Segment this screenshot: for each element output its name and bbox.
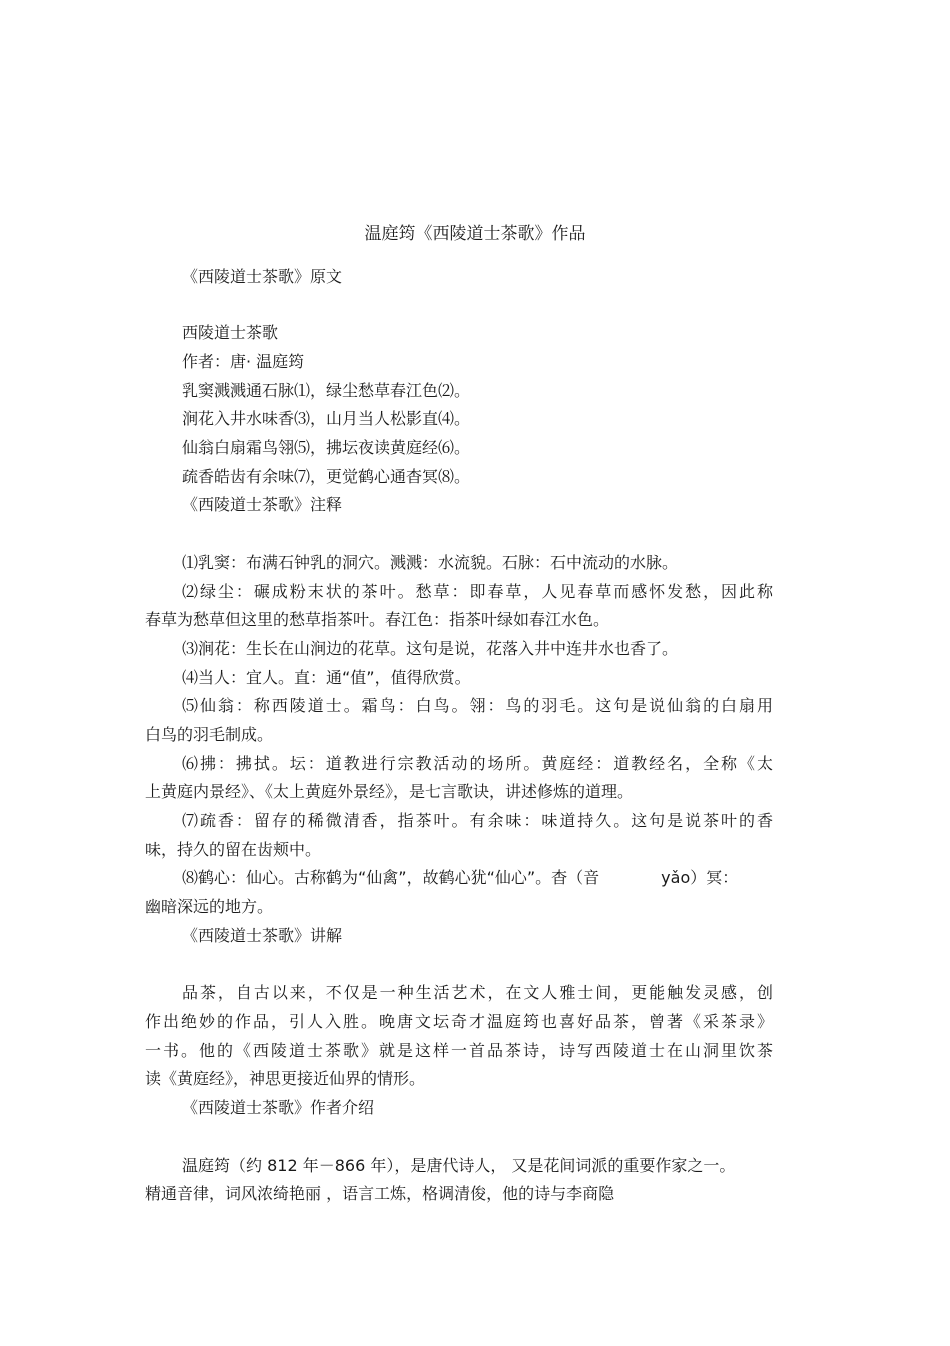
poem-line: 仙翁白扇霜鸟翎⑸，拂坛夜读黄庭经⑹。 — [182, 438, 471, 457]
poem-title: 西陵道士茶歌 — [182, 323, 279, 342]
note-line: 白鸟的羽毛制成。 — [145, 725, 274, 744]
note-line: ⑵绿尘：碾成粉末状的茶叶。愁草：即春草，人见春草而感怀发愁，因此称 — [182, 582, 773, 601]
document-title: 温庭筠《西陵道士茶歌》作品 — [364, 224, 586, 244]
note-line: ⑷当人：宜人。直：通“值”，值得欣赏。 — [182, 668, 471, 687]
note-line: ⑶涧花：生长在山涧边的花草。这句是说，花落入井中连井水也香了。 — [182, 639, 679, 658]
author-intro-line: 温庭筠（约 812 年－866 年），是唐代诗人， 又是花间词派的重要作家之一。 — [182, 1156, 736, 1175]
note-line: 幽暗深远的地方。 — [145, 897, 274, 916]
note-line: ⑺疏香：留存的稀微清香，指茶叶。有余味：味道持久。这句是说茶叶的香 — [182, 811, 773, 830]
note-line-part: ⑻鹤心：仙心。古称鹤为“仙禽”，故鹤心犹“仙心”。杳（音 — [182, 868, 600, 887]
poem-author: 作者：唐· 温庭筠 — [182, 352, 305, 371]
section-heading-notes: 《西陵道士茶歌》注释 — [182, 495, 343, 514]
section-heading-original: 《西陵道士茶歌》原文 — [182, 267, 343, 286]
note-line: 味，持久的留在齿颊中。 — [145, 840, 322, 859]
section-heading-explain: 《西陵道士茶歌》讲解 — [182, 926, 343, 945]
note-line — [182, 867, 738, 889]
explain-line: 读《黄庭经》，神思更接近仙界的情形。 — [145, 1069, 426, 1088]
note-line: ⑸仙翁：称西陵道士。霜鸟：白鸟。翎：鸟的羽毛。这句是说仙翁的白扇用 — [182, 696, 773, 715]
explain-line: 作出绝妙的作品，引人入胜。晚唐文坛奇才温庭筠也喜好品茶，曾著《采茶录》 — [145, 1012, 773, 1031]
poem-line: 乳窦溅溅通石脉⑴，绿尘愁草春江色⑵。 — [182, 381, 471, 400]
explain-line: 一书。他的《西陵道士茶歌》就是这样一首品茶诗，诗写西陵道士在山洞里饮茶 — [145, 1041, 773, 1060]
note-line: ⑹拂：拂拭。坛：道教进行宗教活动的场所。黄庭经：道教经名，全称《太 — [182, 754, 773, 773]
note-line-part: yǎo）冥： — [661, 868, 739, 887]
note-line: 春草为愁草但这里的愁草指茶叶。春江色：指茶叶绿如春江水色。 — [145, 610, 610, 629]
note-line: 上黄庭内景经》、《太上黄庭外景经》，是七言歌诀，讲述修炼的道理。 — [145, 782, 634, 801]
note-line: ⑴乳窦：布满石钟乳的洞穴。溅溅：水流貌。石脉：石中流动的水脉。 — [182, 553, 679, 572]
poem-line: 疏香皓齿有余味⑺，更觉鹤心通杳冥⑻。 — [182, 467, 471, 486]
section-heading-author: 《西陵道士茶歌》作者介绍 — [182, 1098, 375, 1117]
poem-line: 涧花入井水味香⑶，山月当人松影直⑷。 — [182, 409, 471, 428]
explain-line: 品茶，自古以来，不仅是一种生活艺术，在文人雅士间，更能触发灵感，创 — [182, 983, 773, 1002]
author-intro-line: 精通音律，词风浓绮艳丽 ，语言工炼，格调清俊，他的诗与李商隐 — [145, 1184, 615, 1203]
